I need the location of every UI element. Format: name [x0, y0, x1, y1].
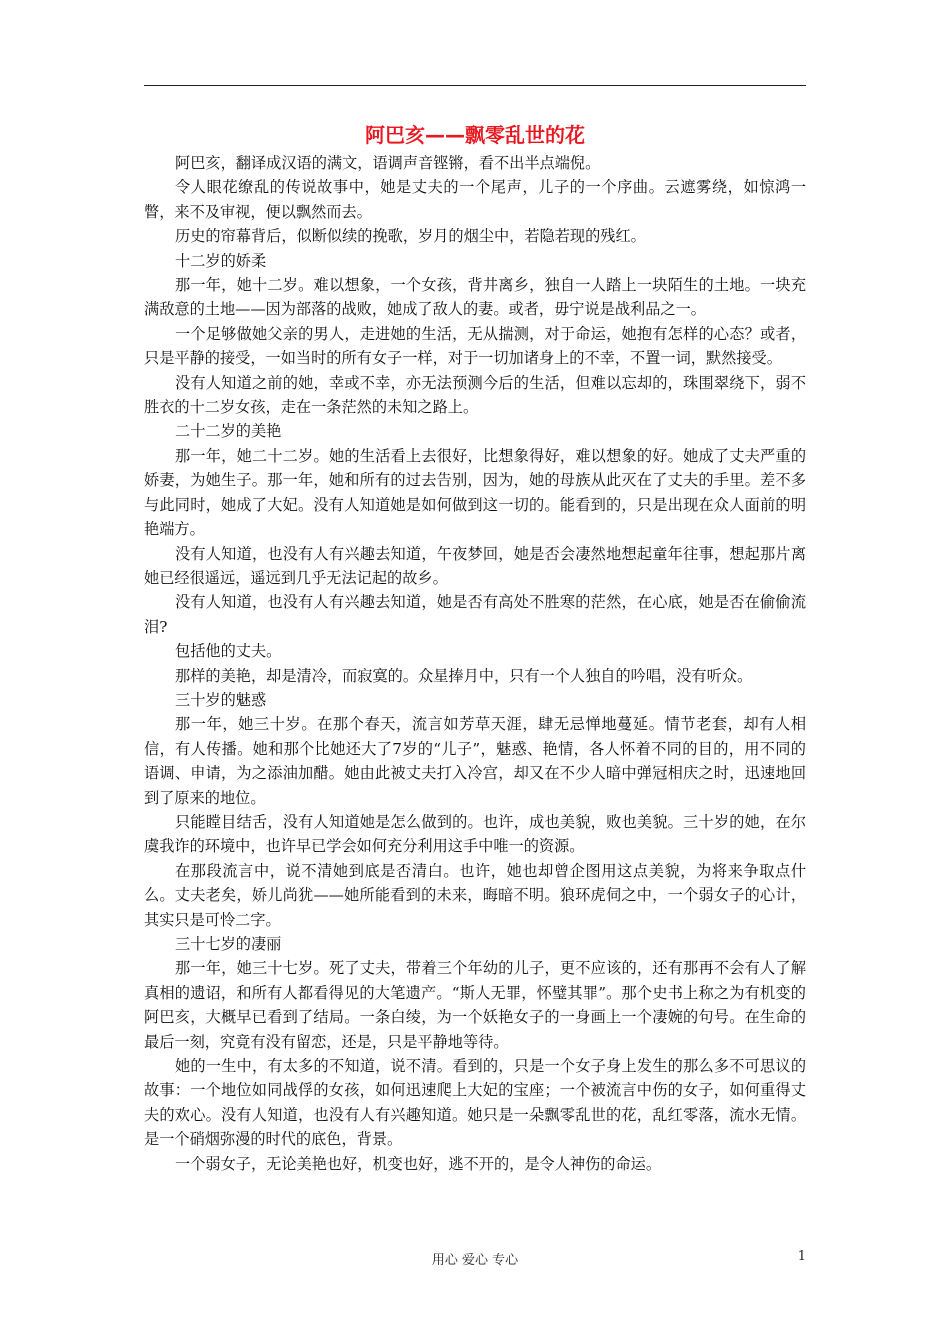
footer-slogan: 用心 爱心 专心	[431, 1253, 519, 1268]
section-heading: 十二岁的娇柔	[175, 251, 267, 270]
paragraph: 只能瞠目结舌，没有人知道她是怎么做到的。也许，成也美貌，败也美貌。三十岁的她，在尔虞我诈的环境中，也许早已学会如何充分利用这手中唯一的资源。	[144, 812, 806, 856]
paragraph: 阿巴亥，翻译成汉语的满文，语调声音铿锵，看不出半点端倪。	[175, 154, 601, 172]
document-body	[144, 151, 806, 1176]
paragraph: 没有人知道之前的她，幸或不幸，亦无法预测今后的生活，但难以忘却的，珠围翠绕下，弱不胜衣的十二岁女孩，走在一条茫然的未知之路上。	[144, 373, 806, 417]
paragraph: 那一年，她二十二岁。她的生活看上去很好，比想象得好，难以想象的好。她成了丈夫严重的娇妻，为她生子。那一年，她和所有的过去告别，因为，她的母族从此灭在了丈夫的手里。差不多与此同时，她成了大妃。没有人知道她是如何做到这一切的。能看到的，只是出现在众人面前的明艳端方。	[144, 446, 806, 539]
paragraph: 包括他的丈夫。	[175, 642, 282, 661]
section-heading: 三十七岁的凄丽	[175, 935, 282, 953]
paragraph: 那样的美艳，却是清冷，而寂寞的。众星捧月中，只有一个人独自的吟唱，没有听众。	[175, 666, 753, 685]
paragraph: 没有人知道，也没有人有兴趣去知道，她是否有高处不胜寒的茫然，在心底，她是否在偷偷流泪?	[144, 593, 806, 636]
paragraph: 一个弱女子，无论美艳也好，机变也好，逃不开的，是令人神伤的命运。	[175, 1154, 661, 1173]
paragraph: 那一年，她三十七岁。死了丈夫，带着三个年幼的儿子，更不应该的，还有那再不会有人了解真相的遗诏，和所有人都看得见的大笔遗产。“斯人无罪，怀璧其罪”。那个史书上称之为有机变的阿巴亥，大概早已看到了结局。一条白绫，为一个妖艳女子的一身画上一个凄婉的句号。在生命的最后一刻，究竟有没有留恋，还是，只是平静地等待。	[144, 959, 806, 1051]
header-rule	[144, 85, 806, 86]
section-heading: 三十岁的魅惑	[175, 690, 267, 709]
paragraph: 一个足够做她父亲的男人，走进她的生活，无从揣测，对于命运，她抱有怎样的心态？或者，只是平静的接受，一如当时的所有女子一样，对于一切加诸身上的不幸，不置一词，默然接受。	[144, 324, 806, 368]
paragraph: 她的一生中，有太多的不知道，说不清。看到的，只是一个女子身上发生的那么多不可思议的故事：一个地位如同战俘的女孩，如何迅速爬上大妃的宝座；一个被流言中伤的女子，如何重得丈夫的欢心。没有人知道，也没有人有兴趣知道。她只是一朵飘零乱世的花，乱红零落，流水无情。是一个硝烟弥漫的时代的底色，背景。	[144, 1057, 806, 1149]
page-footer	[0, 1249, 950, 1269]
document-title: 阿巴亥——飘零乱世的花	[365, 123, 585, 147]
paragraph: 那一年，她三十岁。在那个春天，流言如芳草天涯，肆无忌惮地蔓延。情节老套，却有人相信，有人传播。她和那个比她还大了7岁的“儿子”，魅惑、艳情，各人怀着不同的目的，用不同的语调、申请，为之添油加醋。她由此被丈夫打入冷宫，却又在不少人暗中弹冠相庆之时，迅速地回到了原来的地位。	[144, 715, 806, 807]
paragraph: 在那段流言中，说不清她到底是否清白。也许，她也却曾企图用这点美貌，为将来争取点什么。丈夫老矣，娇儿尚犹——她所能看到的未来，晦暗不明。狼环虎伺之中，一个弱女子的心计，其实只是可怜二字。	[144, 861, 806, 929]
paragraph: 令人眼花缭乱的传说故事中，她是丈夫的一个尾声，儿子的一个序曲。云遮雾绕，如惊鸿一瞥，来不及审视，便以飘然而去。	[144, 178, 806, 221]
section-heading: 二十二岁的美艳	[175, 422, 282, 441]
paragraph: 没有人知道，也没有人有兴趣去知道，午夜梦回，她是否会凄然地想起童年往事，想起那片离她已经很遥远，遥远到几乎无法记起的故乡。	[144, 544, 806, 587]
page-number: 1	[797, 1249, 806, 1264]
paragraph: 那一年，她十二岁。难以想象，一个女孩，背井离乡，独自一人踏上一块陌生的土地。一块充满敌意的土地——因为部落的战败，她成了敌人的妻。或者，毋宁说是战利品之一。	[144, 276, 806, 319]
paragraph: 历史的帘幕背后，似断似续的挽歌，岁月的烟尘中，若隐若现的残红。	[175, 227, 646, 246]
